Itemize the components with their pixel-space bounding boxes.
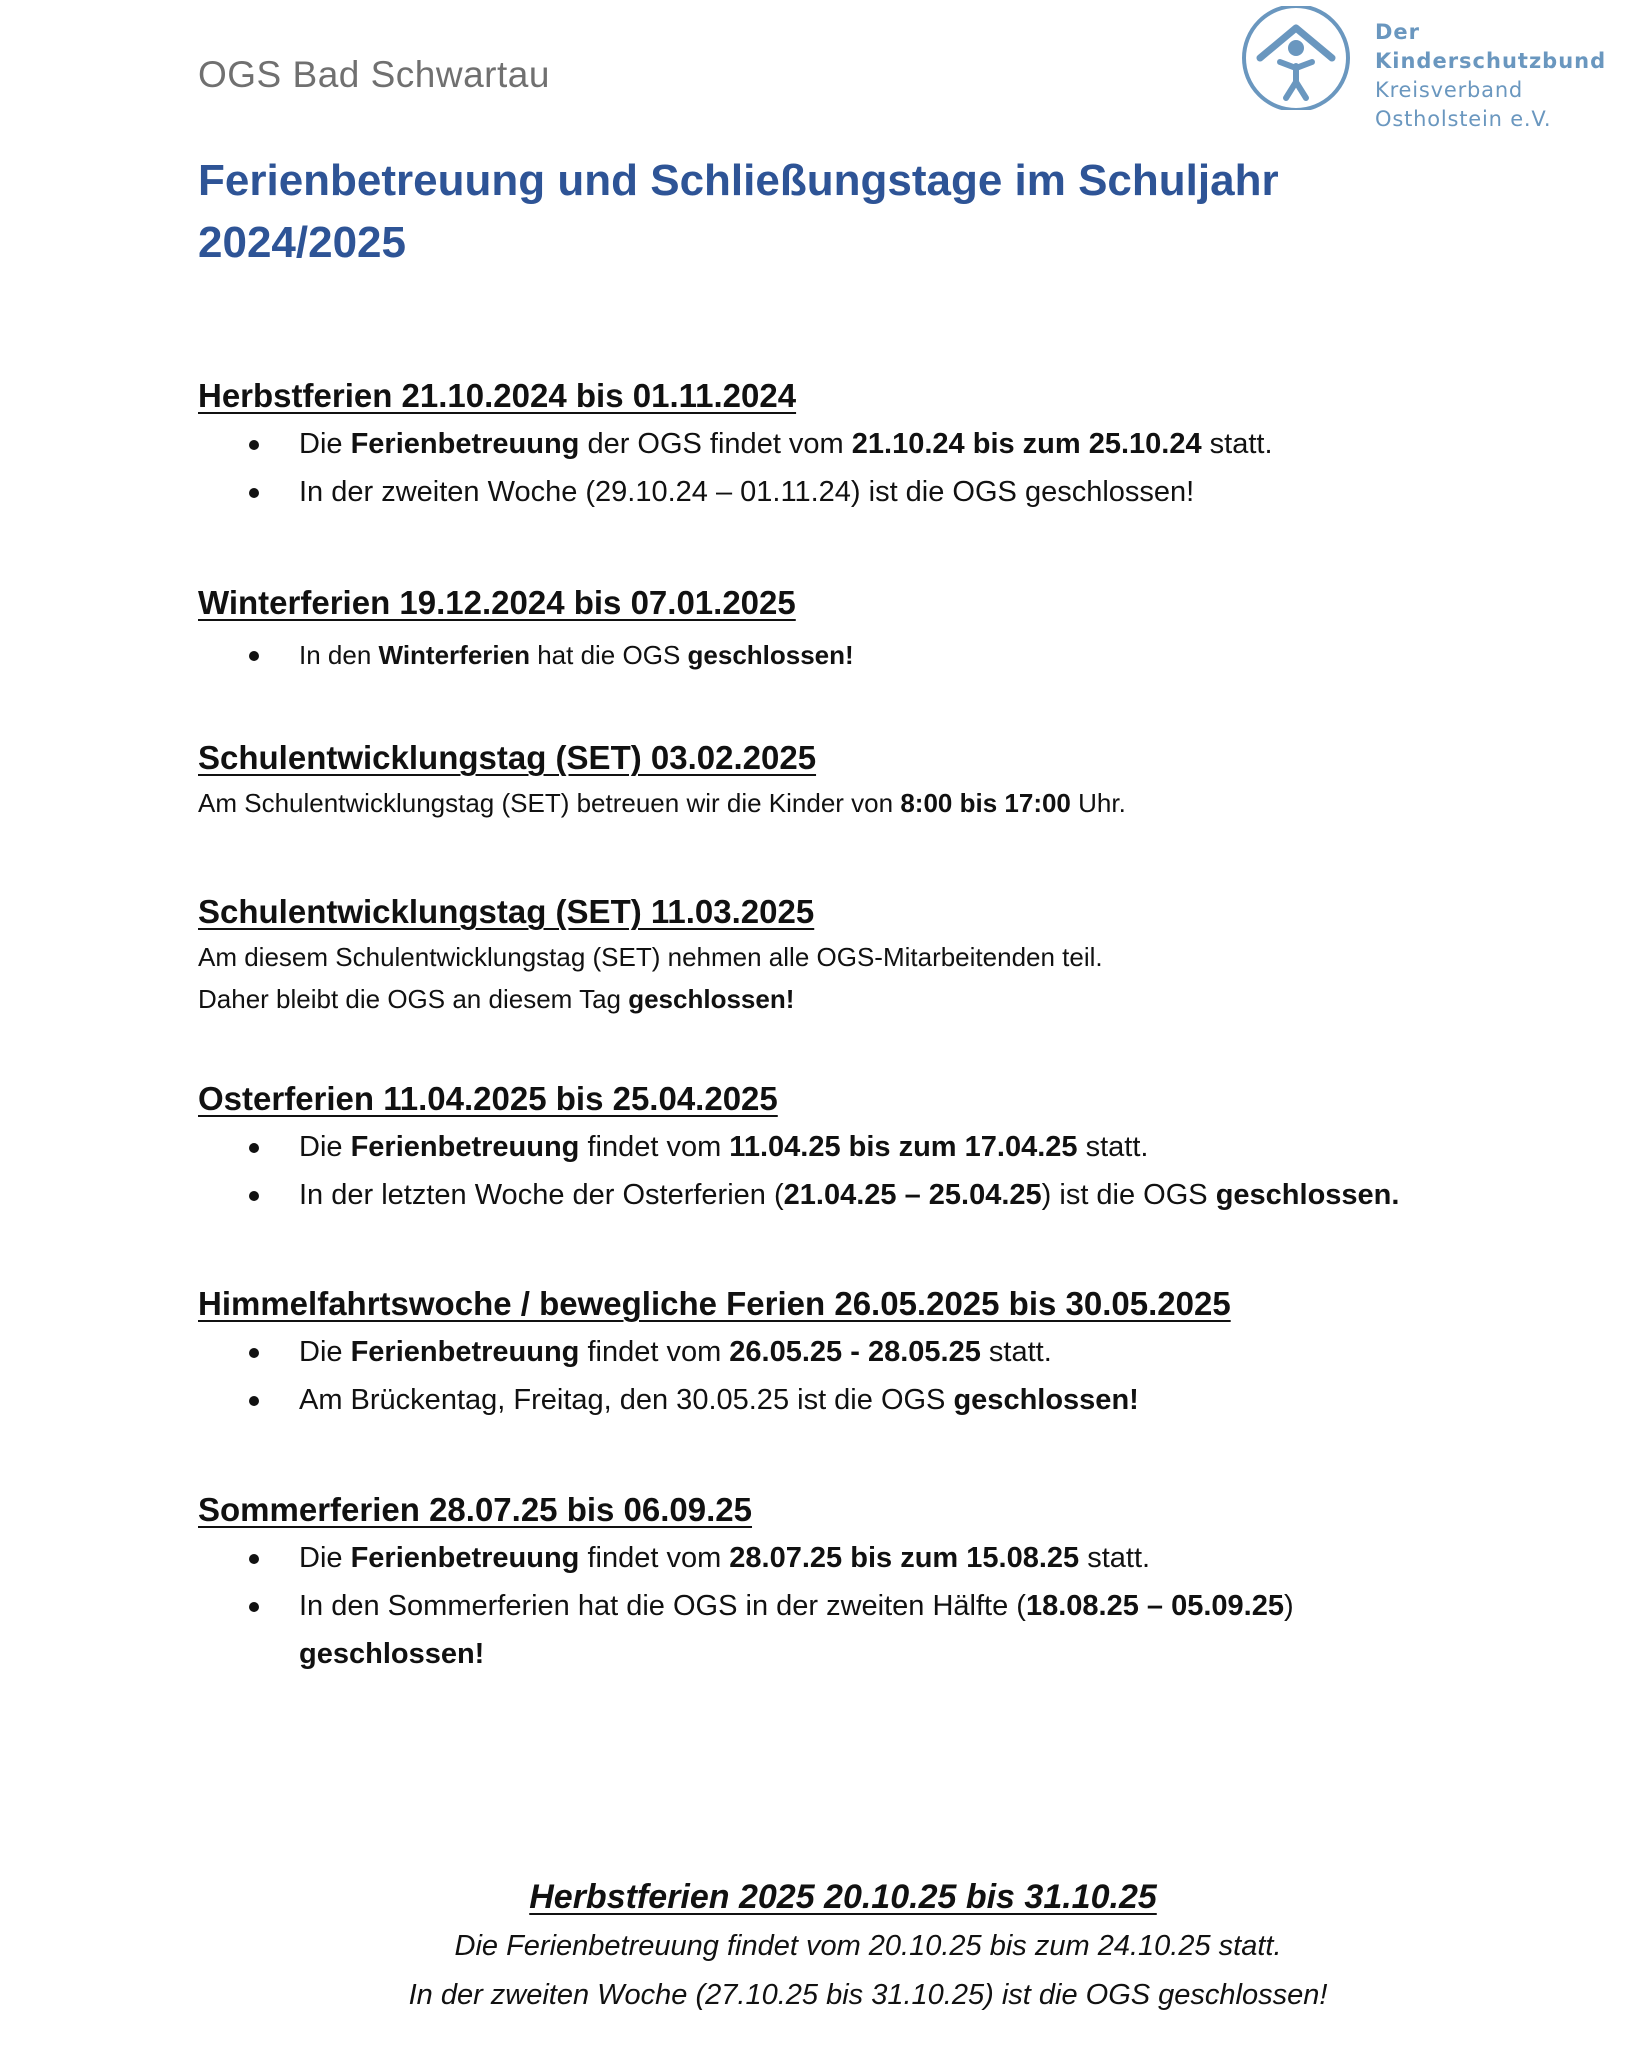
section — [198, 736, 1498, 824]
list-item — [198, 1582, 1498, 1678]
section-heading: Herbstferien 21.10.2024 bis 01.11.2024 — [198, 377, 797, 414]
list-item — [198, 468, 1498, 516]
section — [198, 1077, 1498, 1219]
list-item — [198, 1171, 1498, 1219]
text-run: Die — [299, 1131, 351, 1163]
text-run: Uhr. — [1070, 788, 1126, 818]
section-heading: Winterferien 19.12.2024 bis 07.01.2025 — [198, 584, 796, 621]
list-item — [198, 1534, 1498, 1582]
section-heading: Sommerferien 28.07.25 bis 06.09.25 — [198, 1491, 753, 1528]
list-item — [198, 1328, 1498, 1376]
bullet-list — [198, 1123, 1498, 1219]
text-run: statt. — [1077, 1131, 1149, 1163]
text-run: geschlossen! — [299, 1638, 485, 1670]
bullet-list — [198, 1328, 1498, 1424]
section — [198, 374, 1498, 516]
text-run: statt. — [1201, 428, 1273, 460]
logo — [1240, 6, 1645, 131]
text-run: Die — [299, 428, 351, 460]
text-run: 21.04.25 – 25.04.25 — [783, 1179, 1042, 1211]
text-run: Am Brückentag, Freitag, den 30.05.25 ist die OGS — [299, 1384, 954, 1416]
paragraph-line — [198, 936, 1498, 978]
text-run: hat die OGS — [529, 640, 688, 670]
logo-line-2: Kreisverband — [1375, 78, 1524, 102]
text-run: Winterferien — [378, 640, 530, 670]
text-run: Am diesem Schulentwicklungstag (SET) nehmen alle OGS-Mitarbeitenden teil. — [198, 942, 1103, 972]
text-run: 26.05.25 - 28.05.25 — [729, 1336, 981, 1368]
text-run: ) ist die OGS — [1041, 1179, 1216, 1211]
text-run: Ferienbetreuung — [350, 1336, 580, 1368]
logo-line-3: Ostholstein e.V. — [1375, 107, 1552, 131]
text-run: Die — [299, 1336, 351, 1368]
text-run: geschlossen! — [687, 640, 854, 670]
text-run: ) — [1283, 1590, 1294, 1622]
text-run: 21.10.24 bis zum 25.10.24 — [851, 428, 1202, 460]
text-run: Ferienbetreuung — [350, 1131, 580, 1163]
section-heading: Himmelfahrtswoche / bewegliche Ferien 26.05.2025 bis 30.05.2025 — [198, 1285, 1231, 1322]
text-run: statt. — [980, 1336, 1052, 1368]
section — [198, 1488, 1498, 1678]
text-run: Daher bleibt die OGS an diesem Tag — [198, 984, 629, 1014]
text-run: geschlossen! — [628, 984, 795, 1014]
section-heading: Schulentwicklungstag (SET) 11.03.2025 — [198, 893, 815, 930]
page-title: Ferienbetreuung und Schließungstage im Schuljahr 2024/2025 — [198, 156, 1279, 267]
paragraph-line — [198, 978, 1498, 1020]
text-run: Ferienbetreuung — [350, 428, 580, 460]
text-run: In den — [299, 640, 379, 670]
section — [198, 890, 1498, 1020]
final-line-1: Die Ferienbetreuung findet vom 20.10.25 bis zum 24.10.25 statt. — [454, 1930, 1282, 1962]
text-run: Am Schulentwicklungstag (SET) betreuen wir die Kinder von — [198, 788, 901, 818]
text-run: geschlossen. — [1215, 1179, 1400, 1211]
final-notice — [198, 1872, 1468, 2020]
kinderschutzbund-house-child-icon — [1240, 6, 1352, 110]
final-heading: Herbstferien 2025 20.10.25 bis 31.10.25 — [529, 1878, 1157, 1916]
text-run: der OGS findet vom — [579, 428, 852, 460]
text-run: In der zweiten Woche (29.10.24 – 01.11.24) ist die OGS geschlossen! — [299, 476, 1195, 508]
text-run: 8:00 bis 17:00 — [900, 788, 1071, 818]
section-heading: Osterferien 11.04.2025 bis 25.04.2025 — [198, 1080, 778, 1117]
paragraph-line — [198, 782, 1498, 824]
text-run: findet vom — [579, 1336, 730, 1368]
text-run: 11.04.25 bis zum 17.04.25 — [729, 1131, 1078, 1163]
org-name: OGS Bad Schwartau — [198, 54, 550, 95]
text-run: In den Sommerferien hat die OGS in der zweiten Hälfte ( — [299, 1590, 1026, 1622]
list-item — [198, 420, 1498, 468]
bullet-list — [198, 420, 1498, 516]
text-run: Die — [299, 1542, 351, 1574]
section-heading: Schulentwicklungstag (SET) 03.02.2025 — [198, 739, 817, 776]
text-run: In der letzten Woche der Osterferien ( — [299, 1179, 784, 1211]
bullet-list — [198, 1534, 1498, 1678]
bullet-list — [198, 631, 1498, 679]
section — [198, 581, 1498, 679]
text-run: statt. — [1079, 1542, 1151, 1574]
list-item — [198, 631, 1498, 679]
text-run: findet vom — [579, 1542, 730, 1574]
section — [198, 1282, 1498, 1424]
final-line-2: In der zweiten Woche (27.10.25 bis 31.10.25) ist die OGS geschlossen! — [408, 1979, 1328, 2011]
text-run: findet vom — [579, 1131, 730, 1163]
list-item — [198, 1123, 1498, 1171]
text-run: 18.08.25 – 05.09.25 — [1025, 1590, 1284, 1622]
text-run: Ferienbetreuung — [350, 1542, 580, 1574]
list-item — [198, 1376, 1498, 1424]
text-run: geschlossen! — [953, 1384, 1139, 1416]
text-run: 28.07.25 bis zum 15.08.25 — [729, 1542, 1080, 1574]
logo-line-1: Der Kinderschutzbund — [1375, 20, 1607, 73]
